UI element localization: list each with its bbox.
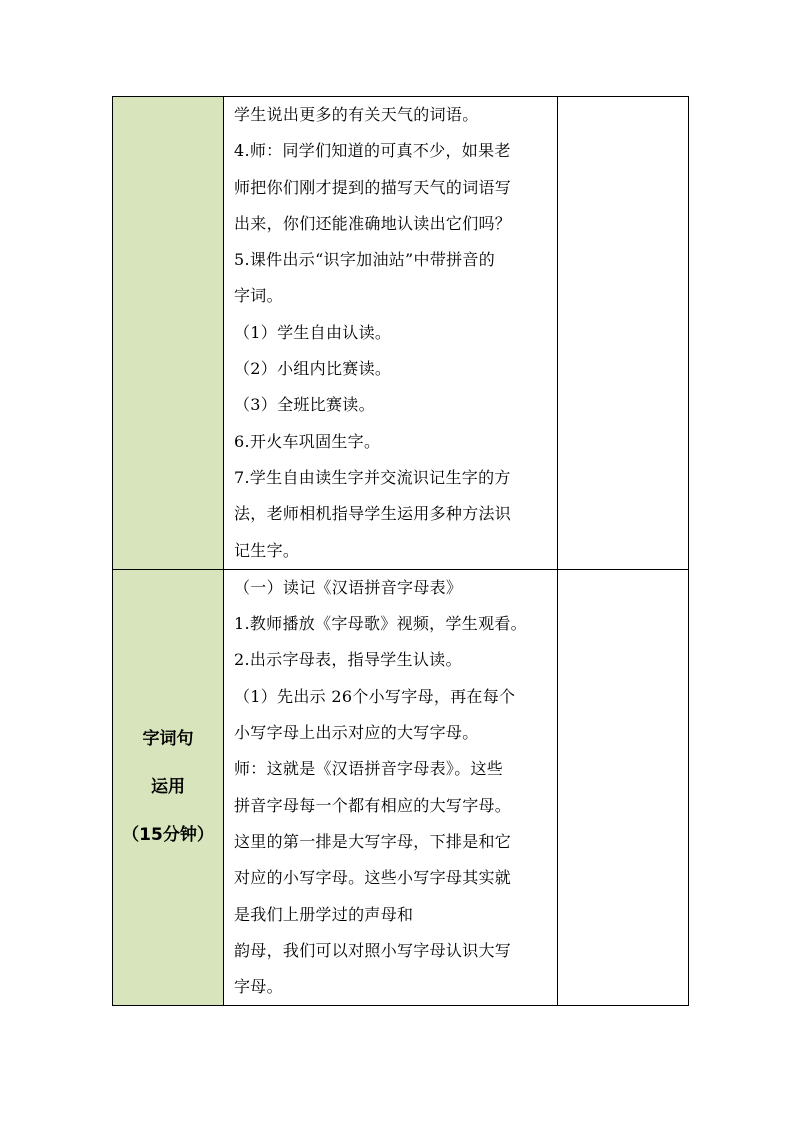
table-row	[113, 97, 689, 570]
activity-line: （一）读记《汉语拼音字母表》	[234, 577, 463, 597]
activity-line: 学生说出更多的有关天气的词语。	[234, 105, 479, 124]
activity-line: 韵母，我们可以对照小写字母认识大写	[234, 940, 512, 960]
activity-line: 记生字。	[234, 540, 300, 560]
activity-line: 拼音字母每一个都有相应的大写字母。	[234, 795, 512, 815]
activity-line: 是我们上册学过的声母和	[234, 904, 414, 924]
activity-cell	[224, 97, 558, 570]
activity-line: （3）全班比赛读。	[234, 395, 375, 415]
activity-line: 字词。	[234, 286, 283, 306]
activity-line: 5.课件出示“识字加油站”中带拼音的	[234, 250, 496, 270]
activity-cell	[224, 569, 558, 1006]
lesson-plan-table	[112, 96, 689, 1006]
activity-line: 法，老师相机指导学生运用多种方法识	[234, 504, 512, 524]
activity-line: （1）先出示 26个小写字母，再在每个	[234, 686, 516, 706]
activity-line: 6.开火车巩固生字。	[234, 431, 381, 451]
stage-title: 字词句	[142, 728, 194, 749]
table-row	[113, 569, 689, 1006]
activity-line: 出来，你们还能准确地认读出它们吗？	[234, 213, 512, 233]
activity-line: 2.出示字母表，指导学生认读。	[234, 650, 462, 670]
activity-line: 师：这就是《汉语拼音字母表》。这些	[234, 759, 504, 779]
activity-line: 7.学生自由读生字并交流识记生字的方	[234, 467, 511, 487]
stage-title: 运用	[151, 776, 185, 797]
activity-line: 1.教师播放《字母歌》视频，学生观看。	[234, 614, 527, 634]
notes-cell	[558, 569, 689, 1006]
stage-cell	[113, 569, 224, 1006]
activity-line: （1）学生自由认读。	[234, 322, 392, 342]
activity-line: 师把你们刚才提到的描写天气的词语写	[234, 177, 512, 197]
activity-line: （2）小组内比赛读。	[234, 359, 392, 379]
activity-line: 4.师：同学们知道的可真不少，如果老	[234, 141, 511, 161]
notes-cell	[558, 97, 689, 570]
activity-line: 小写字母上出示对应的大写字母。	[234, 723, 479, 743]
stage-duration: （15分钟）	[122, 824, 214, 845]
activity-line: 字母。	[234, 977, 283, 997]
stage-cell	[113, 97, 224, 570]
activity-line: 这里的第一排是大写字母，下排是和它	[234, 831, 512, 851]
activity-line: 对应的小写字母。这些小写字母其实就	[234, 868, 512, 888]
